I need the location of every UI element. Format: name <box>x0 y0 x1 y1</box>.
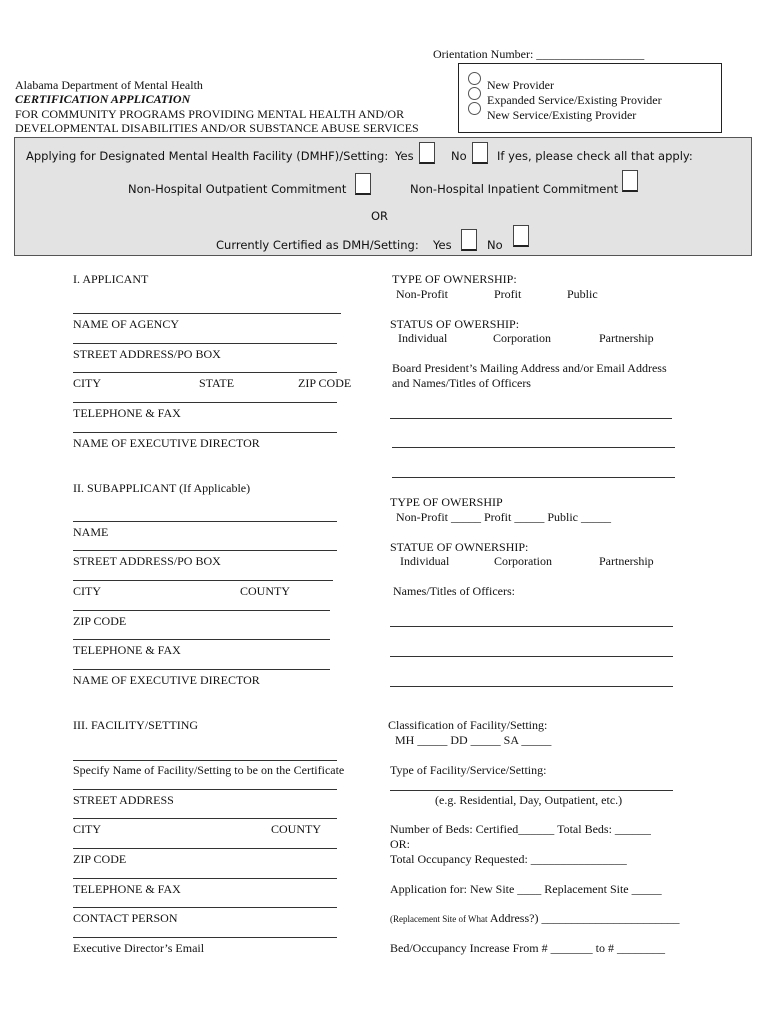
telephone-label: TELEPHONE & FAX <box>73 406 181 420</box>
certified-yes-label: Yes <box>433 238 452 252</box>
facility-type-label: Type of Facility/Service/Setting: <box>390 763 547 777</box>
dmhf-question: Applying for Designated Mental Health Facility (DMHF)/Setting: <box>26 149 389 163</box>
facility-city-line[interactable] <box>73 818 337 819</box>
sub-street-label: STREET ADDRESS/PO BOX <box>73 554 221 568</box>
facility-email-label: Executive Director’s Email <box>73 941 205 955</box>
sub-city-label: CITY <box>73 584 101 598</box>
or-divider: OR <box>371 209 389 223</box>
ownership2-status-heading: STATUE OF OWNERSHIP: <box>390 540 529 554</box>
sub-telephone-line[interactable] <box>73 639 330 640</box>
ownership2-officers-line-3[interactable] <box>390 686 673 687</box>
dmhf-note: If yes, please check all that apply: <box>497 149 693 163</box>
corporation-label: Corporation <box>493 331 551 345</box>
sub-zip-label: ZIP CODE <box>73 614 127 628</box>
telephone-line[interactable] <box>73 402 337 403</box>
ownership2-officers-label: Names/Titles of Officers: <box>393 584 515 598</box>
expanded-service-label: Expanded Service/Existing Provider <box>487 93 662 107</box>
facility-zip-line[interactable] <box>73 848 337 849</box>
header-line-1: FOR COMMUNITY PROGRAMS PROVIDING MENTAL HEALTH AND/OR <box>15 107 405 121</box>
sub-zip-line[interactable] <box>73 610 330 611</box>
certified-yes-checkbox[interactable] <box>461 229 477 251</box>
ownership2-types: Non-Profit _____ Profit _____ Public _____ <box>396 510 611 524</box>
dmhf-panel <box>14 137 752 256</box>
sub-director-label: NAME OF EXECUTIVE DIRECTOR <box>73 673 260 687</box>
profit-label: Profit <box>494 287 522 301</box>
facility-type-example: (e.g. Residential, Day, Outpatient, etc.) <box>435 793 623 807</box>
dmhf-no-checkbox[interactable] <box>472 142 488 164</box>
occupancy-field[interactable]: Total Occupancy Requested: ________________ <box>390 852 627 866</box>
new-service-label: New Service/Existing Provider <box>487 108 637 122</box>
agency-name-line[interactable] <box>73 313 341 314</box>
facility-name-line[interactable] <box>73 760 337 761</box>
facility-heading: III. FACILITY/SETTING <box>73 718 199 732</box>
certified-no-label: No <box>487 238 503 252</box>
sub-telephone-label: TELEPHONE & FAX <box>73 643 181 657</box>
facility-type-line[interactable] <box>390 790 673 791</box>
city-state-zip-line[interactable] <box>73 372 337 373</box>
officers-line-3[interactable] <box>392 477 675 478</box>
classification-codes: MH _____ DD _____ SA _____ <box>395 733 552 747</box>
ownership2-corporation-label: Corporation <box>494 554 552 568</box>
certified-question: Currently Certified as DMH/Setting: <box>216 238 419 252</box>
new-provider-label: New Provider <box>487 78 554 92</box>
subapplicant-heading: II. SUBAPPLICANT (If Applicable) <box>73 481 251 495</box>
certified-no-checkbox[interactable] <box>513 225 529 247</box>
dmhf-yes-checkbox[interactable] <box>419 142 435 164</box>
beds-or-label: OR: <box>390 837 411 851</box>
form-title: CERTIFICATION APPLICATION <box>15 92 191 106</box>
replacement-small-text: (Replacement Site of What <box>390 914 490 924</box>
application-for-field[interactable]: Application for: New Site ____ Replacement Site _____ <box>390 882 662 896</box>
city-label: CITY <box>73 376 101 390</box>
beds-field[interactable]: Number of Beds: Certified______ Total Beds: ______ <box>390 822 651 836</box>
sub-name-label: NAME <box>73 525 109 539</box>
outpatient-checkbox[interactable] <box>355 173 371 195</box>
facility-street-label: STREET ADDRESS <box>73 793 174 807</box>
sub-city-line[interactable] <box>73 580 333 581</box>
ownership2-heading: TYPE OF OWERSHIP <box>390 495 503 509</box>
director-label: NAME OF EXECUTIVE DIRECTOR <box>73 436 260 450</box>
replacement-address-blank: ) _______________________ <box>534 911 680 925</box>
ownership-heading: TYPE OF OWNERSHIP: <box>392 272 517 286</box>
inpatient-checkbox[interactable] <box>622 170 638 192</box>
zip-label: ZIP CODE <box>298 376 352 390</box>
board-info-line-2: and Names/Titles of Officers <box>392 376 531 390</box>
new-provider-radio[interactable] <box>468 72 481 85</box>
provider-type-box <box>458 63 722 133</box>
header-line-2: DEVELOPMENTAL DISABILITIES AND/OR SUBSTANCE ABUSE SERVICES <box>15 121 419 135</box>
facility-email-line[interactable] <box>73 937 337 938</box>
individual-label: Individual <box>398 331 448 345</box>
expanded-service-radio[interactable] <box>468 87 481 100</box>
occupancy-increase-field[interactable]: Bed/Occupancy Increase From # _______ to # ________ <box>390 941 665 955</box>
facility-name-label: Specify Name of Facility/Setting to be on the Certificate <box>73 763 345 777</box>
public-label: Public <box>567 287 598 301</box>
facility-contact-line[interactable] <box>73 907 337 908</box>
replacement-address-field[interactable] <box>390 911 679 926</box>
facility-zip-label: ZIP CODE <box>73 852 127 866</box>
street-address-label: STREET ADDRESS/PO BOX <box>73 347 221 361</box>
dmhf-no-label: No <box>451 149 467 163</box>
street-address-line[interactable] <box>73 343 337 344</box>
facility-contact-label: CONTACT PERSON <box>73 911 178 925</box>
ownership2-officers-line-2[interactable] <box>390 656 673 657</box>
ownership2-officers-line-1[interactable] <box>390 626 673 627</box>
inpatient-label: Non-Hospital Inpatient Commitment <box>410 182 619 196</box>
facility-city-label: CITY <box>73 822 101 836</box>
facility-street-line[interactable] <box>73 789 337 790</box>
board-info-line-1: Board President’s Mailing Address and/or Email Address <box>392 361 667 375</box>
sub-street-line[interactable] <box>73 550 337 551</box>
partnership-label: Partnership <box>599 331 654 345</box>
officers-line-2[interactable] <box>392 447 675 448</box>
sub-name-line[interactable] <box>73 521 337 522</box>
applicant-heading: I. APPLICANT <box>73 272 149 286</box>
director-line[interactable] <box>73 432 337 433</box>
classification-heading: Classification of Facility/Setting: <box>388 718 548 732</box>
outpatient-label: Non-Hospital Outpatient Commitment <box>128 182 347 196</box>
orientation-number: Orientation Number: __________________ <box>433 47 645 61</box>
facility-county-label: COUNTY <box>271 822 321 836</box>
sub-county-label: COUNTY <box>240 584 290 598</box>
new-service-radio[interactable] <box>468 102 481 115</box>
state-label: STATE <box>199 376 235 390</box>
sub-director-line[interactable] <box>73 669 330 670</box>
facility-telephone-line[interactable] <box>73 878 337 879</box>
agency-name-label: NAME OF AGENCY <box>73 317 180 331</box>
officers-line-1[interactable] <box>390 418 672 419</box>
ownership2-partnership-label: Partnership <box>599 554 654 568</box>
status-heading: STATUS OF OWERSHIP: <box>390 317 520 331</box>
ownership2-individual-label: Individual <box>400 554 450 568</box>
dmhf-yes-label: Yes <box>395 149 414 163</box>
nonprofit-label: Non-Profit <box>396 287 448 301</box>
replacement-address-word: Address? <box>489 911 535 925</box>
department-name: Alabama Department of Mental Health <box>15 78 203 92</box>
facility-telephone-label: TELEPHONE & FAX <box>73 882 181 896</box>
